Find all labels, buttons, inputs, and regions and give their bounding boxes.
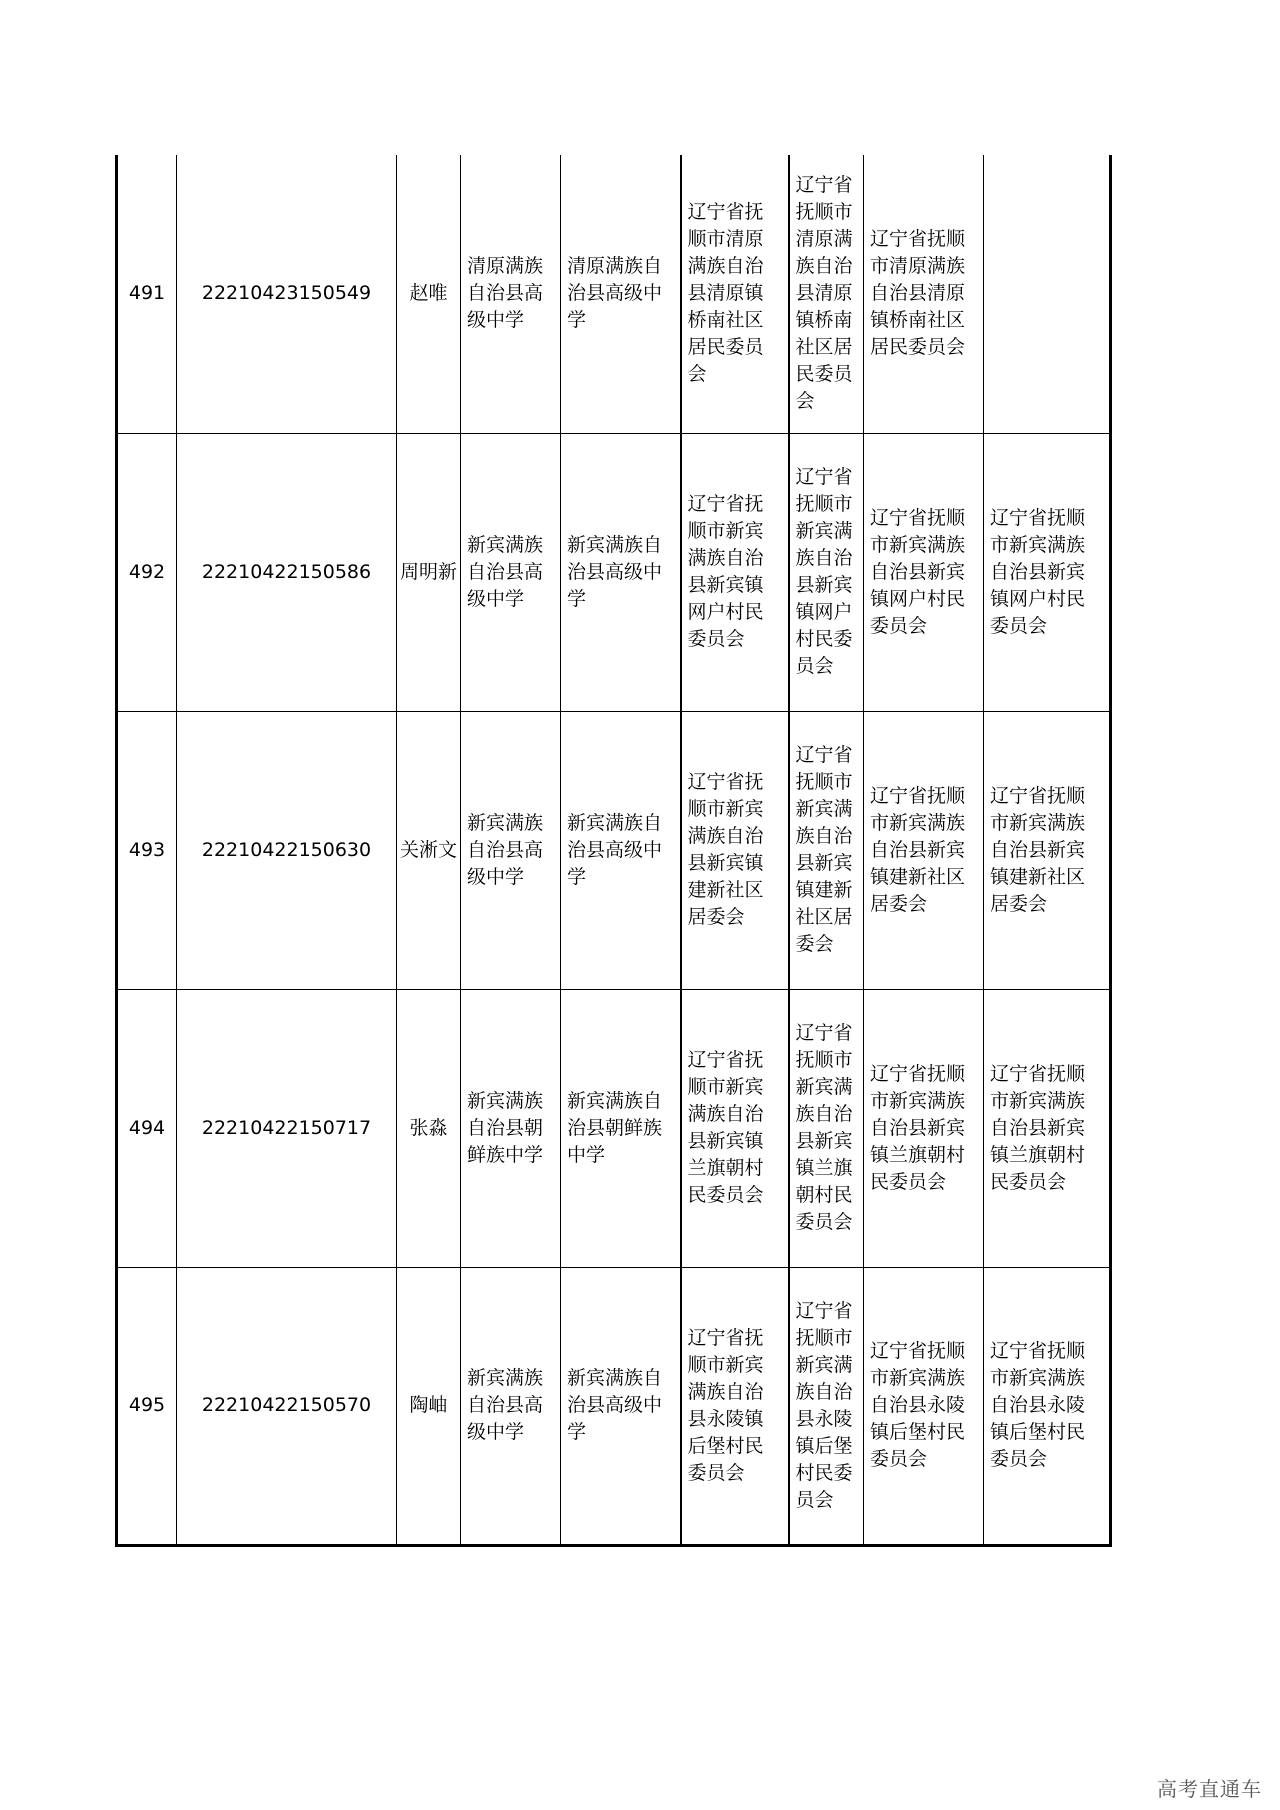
address-cell-1: 辽宁省抚顺市新宾满族自治县新宾镇兰旗朝村民委员会: [681, 989, 789, 1267]
address-cell-3: 辽宁省抚顺市清原满族自治县清原镇桥南社区居民委员会: [864, 155, 984, 433]
school-full-cell: 新宾满族自治县高级中学: [561, 711, 681, 989]
address-cell-4: 辽宁省抚顺市新宾满族自治县新宾镇兰旗朝村民委员会: [984, 989, 1111, 1267]
address-cell-3: 辽宁省抚顺市新宾满族自治县新宾镇兰旗朝村民委员会: [864, 989, 984, 1267]
student-name-cell: 陶岫: [397, 1267, 461, 1545]
address-cell-4: 辽宁省抚顺市新宾满族自治县新宾镇网户村民委员会: [984, 433, 1111, 711]
table-row: [117, 711, 1111, 989]
row-number: 492: [117, 433, 177, 711]
school-full-cell: 清原满族自治县高级中学: [561, 155, 681, 433]
student-name-cell: 赵唯: [397, 155, 461, 433]
table-row: [117, 1267, 1111, 1545]
address-cell-1: 辽宁省抚顺市新宾满族自治县永陵镇后堡村民委员会: [681, 1267, 789, 1545]
address-cell-4: 辽宁省抚顺市新宾满族自治县新宾镇建新社区居委会: [984, 711, 1111, 989]
school-full-cell: 新宾满族自治县朝鲜族中学: [561, 989, 681, 1267]
row-number: 491: [117, 155, 177, 433]
address-cell-2: 辽宁省抚顺市新宾满族自治县新宾镇网户村民委员会: [789, 433, 864, 711]
row-number: 495: [117, 1267, 177, 1545]
table-row: [117, 433, 1111, 711]
address-cell-2: 辽宁省抚顺市新宾满族自治县永陵镇后堡村民委员会: [789, 1267, 864, 1545]
exam-id-cell: 22210423150549: [177, 155, 397, 433]
address-cell-1: 辽宁省抚顺市新宾满族自治县新宾镇建新社区居委会: [681, 711, 789, 989]
row-number: 493: [117, 711, 177, 989]
address-cell-4: 辽宁省抚顺市新宾满族自治县永陵镇后堡村民委员会: [984, 1267, 1111, 1545]
address-cell-2: 辽宁省抚顺市清原满族自治县清原镇桥南社区居民委员会: [789, 155, 864, 433]
school-cell: 新宾满族自治县高级中学: [461, 1267, 561, 1545]
address-cell-2: 辽宁省抚顺市新宾满族自治县新宾镇建新社区居委会: [789, 711, 864, 989]
student-name-cell: 张淼: [397, 989, 461, 1267]
student-list-table: [115, 155, 1112, 1547]
address-cell-1: 辽宁省抚顺市清原满族自治县清原镇桥南社区居民委员会: [681, 155, 789, 433]
address-cell-3: 辽宁省抚顺市新宾满族自治县新宾镇建新社区居委会: [864, 711, 984, 989]
student-name-cell: 周明新: [397, 433, 461, 711]
address-cell-3: 辽宁省抚顺市新宾满族自治县永陵镇后堡村民委员会: [864, 1267, 984, 1545]
school-cell: 新宾满族自治县高级中学: [461, 711, 561, 989]
school-full-cell: 新宾满族自治县高级中学: [561, 1267, 681, 1545]
row-number: 494: [117, 989, 177, 1267]
watermark-text: 高考直通车: [1157, 1777, 1262, 1801]
address-cell-1: 辽宁省抚顺市新宾满族自治县新宾镇网户村民委员会: [681, 433, 789, 711]
table-row: [117, 989, 1111, 1267]
school-cell: 新宾满族自治县朝鲜族中学: [461, 989, 561, 1267]
table-row: [117, 155, 1111, 433]
school-cell: 清原满族自治县高级中学: [461, 155, 561, 433]
exam-id-cell: 22210422150717: [177, 989, 397, 1267]
exam-id-cell: 22210422150586: [177, 433, 397, 711]
address-cell-3: 辽宁省抚顺市新宾满族自治县新宾镇网户村民委员会: [864, 433, 984, 711]
student-name-cell: 关淅文: [397, 711, 461, 989]
address-cell-4: [984, 155, 1111, 433]
exam-id-cell: 22210422150570: [177, 1267, 397, 1545]
address-cell-2: 辽宁省抚顺市新宾满族自治县新宾镇兰旗朝村民委员会: [789, 989, 864, 1267]
exam-id-cell: 22210422150630: [177, 711, 397, 989]
school-full-cell: 新宾满族自治县高级中学: [561, 433, 681, 711]
school-cell: 新宾满族自治县高级中学: [461, 433, 561, 711]
